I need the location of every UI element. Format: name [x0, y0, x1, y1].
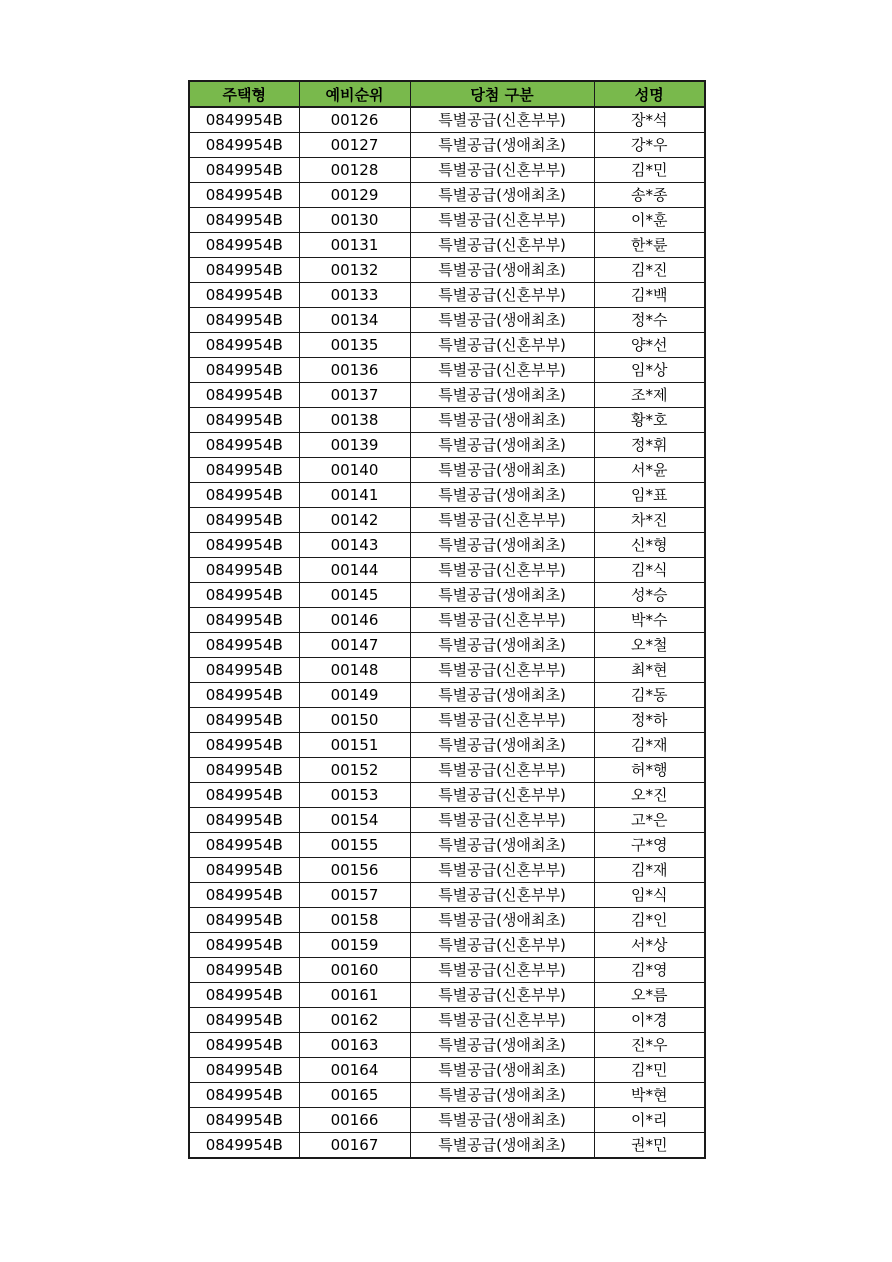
cell-reserve-rank: 00148	[299, 658, 410, 683]
header-housing-type: 주택형	[189, 81, 299, 107]
cell-winning-category: 특별공급(생애최초)	[410, 683, 594, 708]
cell-winning-category: 특별공급(신혼부부)	[410, 783, 594, 808]
table-row	[189, 608, 705, 633]
cell-name: 정*수	[594, 308, 705, 333]
cell-winning-category: 특별공급(신혼부부)	[410, 608, 594, 633]
cell-winning-category: 특별공급(신혼부부)	[410, 983, 594, 1008]
cell-housing-type: 0849954B	[189, 583, 299, 608]
cell-winning-category: 특별공급(생애최초)	[410, 383, 594, 408]
cell-name: 한*륜	[594, 233, 705, 258]
cell-name: 양*선	[594, 333, 705, 358]
cell-housing-type: 0849954B	[189, 208, 299, 233]
cell-name: 김*민	[594, 158, 705, 183]
cell-winning-category: 특별공급(생애최초)	[410, 1108, 594, 1133]
cell-name: 황*호	[594, 408, 705, 433]
cell-reserve-rank: 00152	[299, 758, 410, 783]
cell-winning-category: 특별공급(생애최초)	[410, 633, 594, 658]
table-row	[189, 483, 705, 508]
cell-winning-category: 특별공급(생애최초)	[410, 833, 594, 858]
cell-name: 허*행	[594, 758, 705, 783]
cell-housing-type: 0849954B	[189, 1083, 299, 1108]
cell-name: 오*철	[594, 633, 705, 658]
table-row	[189, 1058, 705, 1083]
cell-name: 서*윤	[594, 458, 705, 483]
cell-reserve-rank: 00146	[299, 608, 410, 633]
cell-housing-type: 0849954B	[189, 858, 299, 883]
cell-reserve-rank: 00156	[299, 858, 410, 883]
cell-name: 김*동	[594, 683, 705, 708]
cell-reserve-rank: 00130	[299, 208, 410, 233]
cell-winning-category: 특별공급(신혼부부)	[410, 358, 594, 383]
cell-winning-category: 특별공급(신혼부부)	[410, 233, 594, 258]
cell-reserve-rank: 00164	[299, 1058, 410, 1083]
cell-housing-type: 0849954B	[189, 958, 299, 983]
cell-winning-category: 특별공급(신혼부부)	[410, 708, 594, 733]
cell-name: 강*우	[594, 133, 705, 158]
cell-name: 김*식	[594, 558, 705, 583]
cell-reserve-rank: 00135	[299, 333, 410, 358]
cell-winning-category: 특별공급(신혼부부)	[410, 883, 594, 908]
cell-name: 구*영	[594, 833, 705, 858]
table-row	[189, 883, 705, 908]
cell-reserve-rank: 00132	[299, 258, 410, 283]
cell-housing-type: 0849954B	[189, 308, 299, 333]
table-row	[189, 258, 705, 283]
cell-name: 김*백	[594, 283, 705, 308]
cell-winning-category: 특별공급(신혼부부)	[410, 333, 594, 358]
cell-housing-type: 0849954B	[189, 258, 299, 283]
cell-housing-type: 0849954B	[189, 633, 299, 658]
cell-name: 김*진	[594, 258, 705, 283]
cell-name: 차*진	[594, 508, 705, 533]
cell-winning-category: 특별공급(신혼부부)	[410, 808, 594, 833]
cell-reserve-rank: 00161	[299, 983, 410, 1008]
table-row	[189, 708, 705, 733]
cell-housing-type: 0849954B	[189, 333, 299, 358]
table-row	[189, 808, 705, 833]
table-row	[189, 158, 705, 183]
cell-housing-type: 0849954B	[189, 458, 299, 483]
cell-name: 김*인	[594, 908, 705, 933]
table-row	[189, 783, 705, 808]
cell-name: 이*훈	[594, 208, 705, 233]
cell-winning-category: 특별공급(신혼부부)	[410, 107, 594, 133]
reserve-winner-table	[188, 80, 706, 1159]
table-row	[189, 133, 705, 158]
cell-name: 장*석	[594, 107, 705, 133]
table-row	[189, 1108, 705, 1133]
table-row	[189, 733, 705, 758]
cell-reserve-rank: 00167	[299, 1133, 410, 1159]
cell-winning-category: 특별공급(생애최초)	[410, 1083, 594, 1108]
table-row	[189, 408, 705, 433]
cell-name: 최*현	[594, 658, 705, 683]
cell-reserve-rank: 00153	[299, 783, 410, 808]
cell-housing-type: 0849954B	[189, 1108, 299, 1133]
cell-housing-type: 0849954B	[189, 808, 299, 833]
cell-housing-type: 0849954B	[189, 983, 299, 1008]
cell-reserve-rank: 00129	[299, 183, 410, 208]
cell-winning-category: 특별공급(생애최초)	[410, 183, 594, 208]
cell-winning-category: 특별공급(신혼부부)	[410, 1008, 594, 1033]
cell-reserve-rank: 00138	[299, 408, 410, 433]
table-row	[189, 183, 705, 208]
cell-winning-category: 특별공급(신혼부부)	[410, 958, 594, 983]
cell-winning-category: 특별공급(생애최초)	[410, 133, 594, 158]
cell-winning-category: 특별공급(생애최초)	[410, 1058, 594, 1083]
cell-housing-type: 0849954B	[189, 408, 299, 433]
cell-reserve-rank: 00155	[299, 833, 410, 858]
cell-name: 박*현	[594, 1083, 705, 1108]
table-row	[189, 508, 705, 533]
cell-reserve-rank: 00126	[299, 107, 410, 133]
cell-name: 오*진	[594, 783, 705, 808]
cell-reserve-rank: 00150	[299, 708, 410, 733]
cell-reserve-rank: 00154	[299, 808, 410, 833]
cell-reserve-rank: 00157	[299, 883, 410, 908]
cell-housing-type: 0849954B	[189, 933, 299, 958]
cell-housing-type: 0849954B	[189, 1008, 299, 1033]
table-row	[189, 983, 705, 1008]
cell-name: 이*리	[594, 1108, 705, 1133]
table-row	[189, 1083, 705, 1108]
cell-winning-category: 특별공급(신혼부부)	[410, 508, 594, 533]
cell-winning-category: 특별공급(생애최초)	[410, 908, 594, 933]
cell-name: 임*표	[594, 483, 705, 508]
cell-housing-type: 0849954B	[189, 283, 299, 308]
table-row	[189, 208, 705, 233]
cell-name: 임*식	[594, 883, 705, 908]
cell-reserve-rank: 00158	[299, 908, 410, 933]
header-name: 성명	[594, 81, 705, 107]
cell-name: 서*상	[594, 933, 705, 958]
cell-housing-type: 0849954B	[189, 558, 299, 583]
cell-name: 이*경	[594, 1008, 705, 1033]
table-row	[189, 633, 705, 658]
cell-housing-type: 0849954B	[189, 483, 299, 508]
cell-reserve-rank: 00127	[299, 133, 410, 158]
cell-name: 조*제	[594, 383, 705, 408]
cell-reserve-rank: 00143	[299, 533, 410, 558]
cell-name: 김*민	[594, 1058, 705, 1083]
cell-housing-type: 0849954B	[189, 833, 299, 858]
cell-name: 진*우	[594, 1033, 705, 1058]
table-row	[189, 833, 705, 858]
cell-housing-type: 0849954B	[189, 508, 299, 533]
table-row	[189, 933, 705, 958]
cell-winning-category: 특별공급(신혼부부)	[410, 858, 594, 883]
cell-winning-category: 특별공급(신혼부부)	[410, 158, 594, 183]
cell-housing-type: 0849954B	[189, 783, 299, 808]
table-row	[189, 658, 705, 683]
cell-winning-category: 특별공급(생애최초)	[410, 483, 594, 508]
cell-winning-category: 특별공급(생애최초)	[410, 533, 594, 558]
cell-reserve-rank: 00139	[299, 433, 410, 458]
cell-name: 권*민	[594, 1133, 705, 1159]
table-row	[189, 583, 705, 608]
cell-housing-type: 0849954B	[189, 1133, 299, 1159]
cell-housing-type: 0849954B	[189, 183, 299, 208]
cell-winning-category: 특별공급(생애최초)	[410, 408, 594, 433]
cell-housing-type: 0849954B	[189, 1033, 299, 1058]
cell-housing-type: 0849954B	[189, 533, 299, 558]
cell-reserve-rank: 00149	[299, 683, 410, 708]
cell-housing-type: 0849954B	[189, 233, 299, 258]
cell-housing-type: 0849954B	[189, 1058, 299, 1083]
cell-winning-category: 특별공급(신혼부부)	[410, 933, 594, 958]
cell-name: 정*하	[594, 708, 705, 733]
cell-reserve-rank: 00137	[299, 383, 410, 408]
cell-housing-type: 0849954B	[189, 708, 299, 733]
table-row	[189, 683, 705, 708]
cell-housing-type: 0849954B	[189, 683, 299, 708]
cell-name: 신*형	[594, 533, 705, 558]
table-row	[189, 908, 705, 933]
cell-reserve-rank: 00142	[299, 508, 410, 533]
cell-reserve-rank: 00133	[299, 283, 410, 308]
table-row	[189, 233, 705, 258]
table-row	[189, 1033, 705, 1058]
cell-winning-category: 특별공급(생애최초)	[410, 258, 594, 283]
cell-housing-type: 0849954B	[189, 733, 299, 758]
cell-name: 임*상	[594, 358, 705, 383]
cell-reserve-rank: 00147	[299, 633, 410, 658]
table-row	[189, 333, 705, 358]
cell-winning-category: 특별공급(생애최초)	[410, 433, 594, 458]
cell-reserve-rank: 00128	[299, 158, 410, 183]
cell-name: 김*재	[594, 858, 705, 883]
cell-winning-category: 특별공급(신혼부부)	[410, 658, 594, 683]
table-row	[189, 308, 705, 333]
cell-winning-category: 특별공급(생애최초)	[410, 1133, 594, 1159]
table-row	[189, 358, 705, 383]
cell-reserve-rank: 00145	[299, 583, 410, 608]
table-row	[189, 858, 705, 883]
cell-name: 박*수	[594, 608, 705, 633]
cell-winning-category: 특별공급(생애최초)	[410, 308, 594, 333]
cell-reserve-rank: 00140	[299, 458, 410, 483]
cell-name: 고*은	[594, 808, 705, 833]
cell-housing-type: 0849954B	[189, 608, 299, 633]
cell-winning-category: 특별공급(신혼부부)	[410, 758, 594, 783]
cell-housing-type: 0849954B	[189, 908, 299, 933]
cell-winning-category: 특별공급(생애최초)	[410, 1033, 594, 1058]
cell-reserve-rank: 00141	[299, 483, 410, 508]
cell-winning-category: 특별공급(신혼부부)	[410, 283, 594, 308]
cell-name: 정*휘	[594, 433, 705, 458]
cell-winning-category: 특별공급(생애최초)	[410, 583, 594, 608]
cell-housing-type: 0849954B	[189, 383, 299, 408]
table-row	[189, 283, 705, 308]
cell-winning-category: 특별공급(신혼부부)	[410, 558, 594, 583]
cell-name: 김*재	[594, 733, 705, 758]
cell-reserve-rank: 00162	[299, 1008, 410, 1033]
cell-reserve-rank: 00160	[299, 958, 410, 983]
table-row	[189, 383, 705, 408]
cell-name: 김*영	[594, 958, 705, 983]
table-row	[189, 558, 705, 583]
cell-reserve-rank: 00166	[299, 1108, 410, 1133]
cell-name: 송*종	[594, 183, 705, 208]
cell-housing-type: 0849954B	[189, 158, 299, 183]
table-row	[189, 958, 705, 983]
cell-reserve-rank: 00144	[299, 558, 410, 583]
cell-reserve-rank: 00131	[299, 233, 410, 258]
cell-reserve-rank: 00159	[299, 933, 410, 958]
table-row	[189, 533, 705, 558]
cell-housing-type: 0849954B	[189, 758, 299, 783]
cell-winning-category: 특별공급(신혼부부)	[410, 208, 594, 233]
table-row	[189, 1133, 705, 1159]
cell-reserve-rank: 00136	[299, 358, 410, 383]
cell-housing-type: 0849954B	[189, 883, 299, 908]
cell-reserve-rank: 00134	[299, 308, 410, 333]
table-header-row	[189, 81, 705, 107]
cell-winning-category: 특별공급(생애최초)	[410, 458, 594, 483]
cell-reserve-rank: 00165	[299, 1083, 410, 1108]
cell-name: 성*승	[594, 583, 705, 608]
cell-reserve-rank: 00163	[299, 1033, 410, 1058]
cell-reserve-rank: 00151	[299, 733, 410, 758]
cell-name: 오*름	[594, 983, 705, 1008]
cell-housing-type: 0849954B	[189, 133, 299, 158]
table-row	[189, 433, 705, 458]
header-winning-category: 당첨 구분	[410, 81, 594, 107]
table-row	[189, 1008, 705, 1033]
table-row	[189, 458, 705, 483]
cell-housing-type: 0849954B	[189, 433, 299, 458]
cell-housing-type: 0849954B	[189, 107, 299, 133]
header-reserve-rank: 예비순위	[299, 81, 410, 107]
cell-winning-category: 특별공급(생애최초)	[410, 733, 594, 758]
table-row	[189, 758, 705, 783]
table-row	[189, 107, 705, 133]
cell-housing-type: 0849954B	[189, 358, 299, 383]
cell-housing-type: 0849954B	[189, 658, 299, 683]
table-body	[189, 107, 705, 1158]
